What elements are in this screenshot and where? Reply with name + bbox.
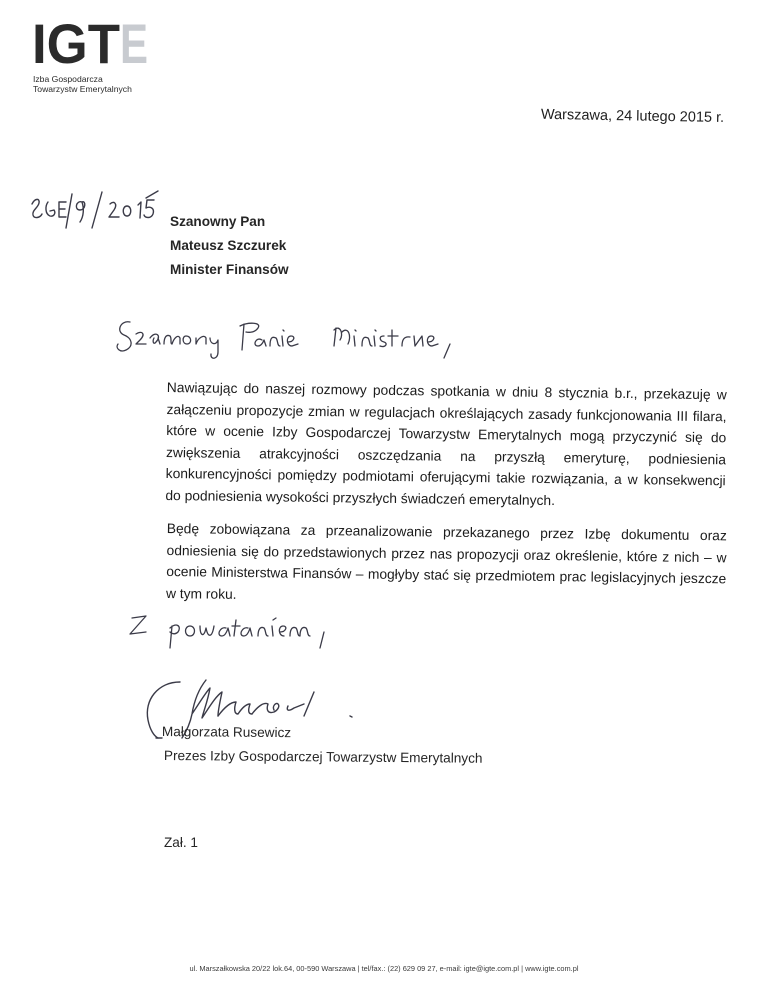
addressee-name: Mateusz Szczurek <box>170 238 287 253</box>
igte-logo <box>32 12 150 75</box>
letterhead-org-line1: Izba Gospodarcza <box>33 74 103 84</box>
handwritten-closing <box>124 608 364 654</box>
body-paragraph-1: Nawiązując do naszej rozmowy podczas spotkania w dniu 8 stycznia b.r., przekazuję w załączeniu propozycje zmian w regulacjach określających zasady funkcjonowania III filara, które w ocenie Izby Gospodarczej Towarzystw Emerytalnych mogą przyczynić się do zwiększenia atrakcyjności oszczędzania na przyszłą emeryturę, podniesienia konkurencyjności pomiędzy podmiotami oferującymi takie rozwiązania, a w konsekwencji do podniesienia wysokości przyszłych świadczeń emerytalnych. <box>165 379 727 508</box>
logo-text-dark: IGT <box>32 12 120 75</box>
signatory-name: Małgorzata Rusewicz <box>161 724 292 741</box>
attachment-note: Zał. 1 <box>164 835 198 850</box>
addressee-salutation-line: Szanowny Pan <box>170 214 266 229</box>
footer-contact: ul. Marszałkowska 20/22 lok.64, 00-590 Warszawa | tel/fax.: (22) 629 09 27, e-mail: igte@igte.com.pl | www.igte.com.pl <box>189 964 579 973</box>
letterhead-org-line2: Towarzystw Emerytalnych <box>33 84 132 94</box>
place-date: Warszawa, 24 lutego 2015 r. <box>540 106 724 126</box>
handwritten-signature <box>138 676 394 754</box>
addressee-position: Minister Finansów <box>170 262 289 277</box>
handwritten-registration-note <box>26 188 162 230</box>
logo-text-light: E <box>120 12 148 75</box>
handwritten-salutation <box>112 308 460 364</box>
body-paragraph-2: Będę zobowiązana za przeanalizowanie przekazanego przez Izbę dokumentu oraz odniesienia się do przedstawionych przez nas propozycji oraz określenie, które z nich – w ocenie Ministerstwa Finansów – mogłyby stać się przedmiotem prac legislacyjnych jeszcze w tym roku. <box>165 520 727 602</box>
signatory-title: Prezes Izby Gospodarczej Towarzystw Emerytalnych <box>163 748 483 766</box>
